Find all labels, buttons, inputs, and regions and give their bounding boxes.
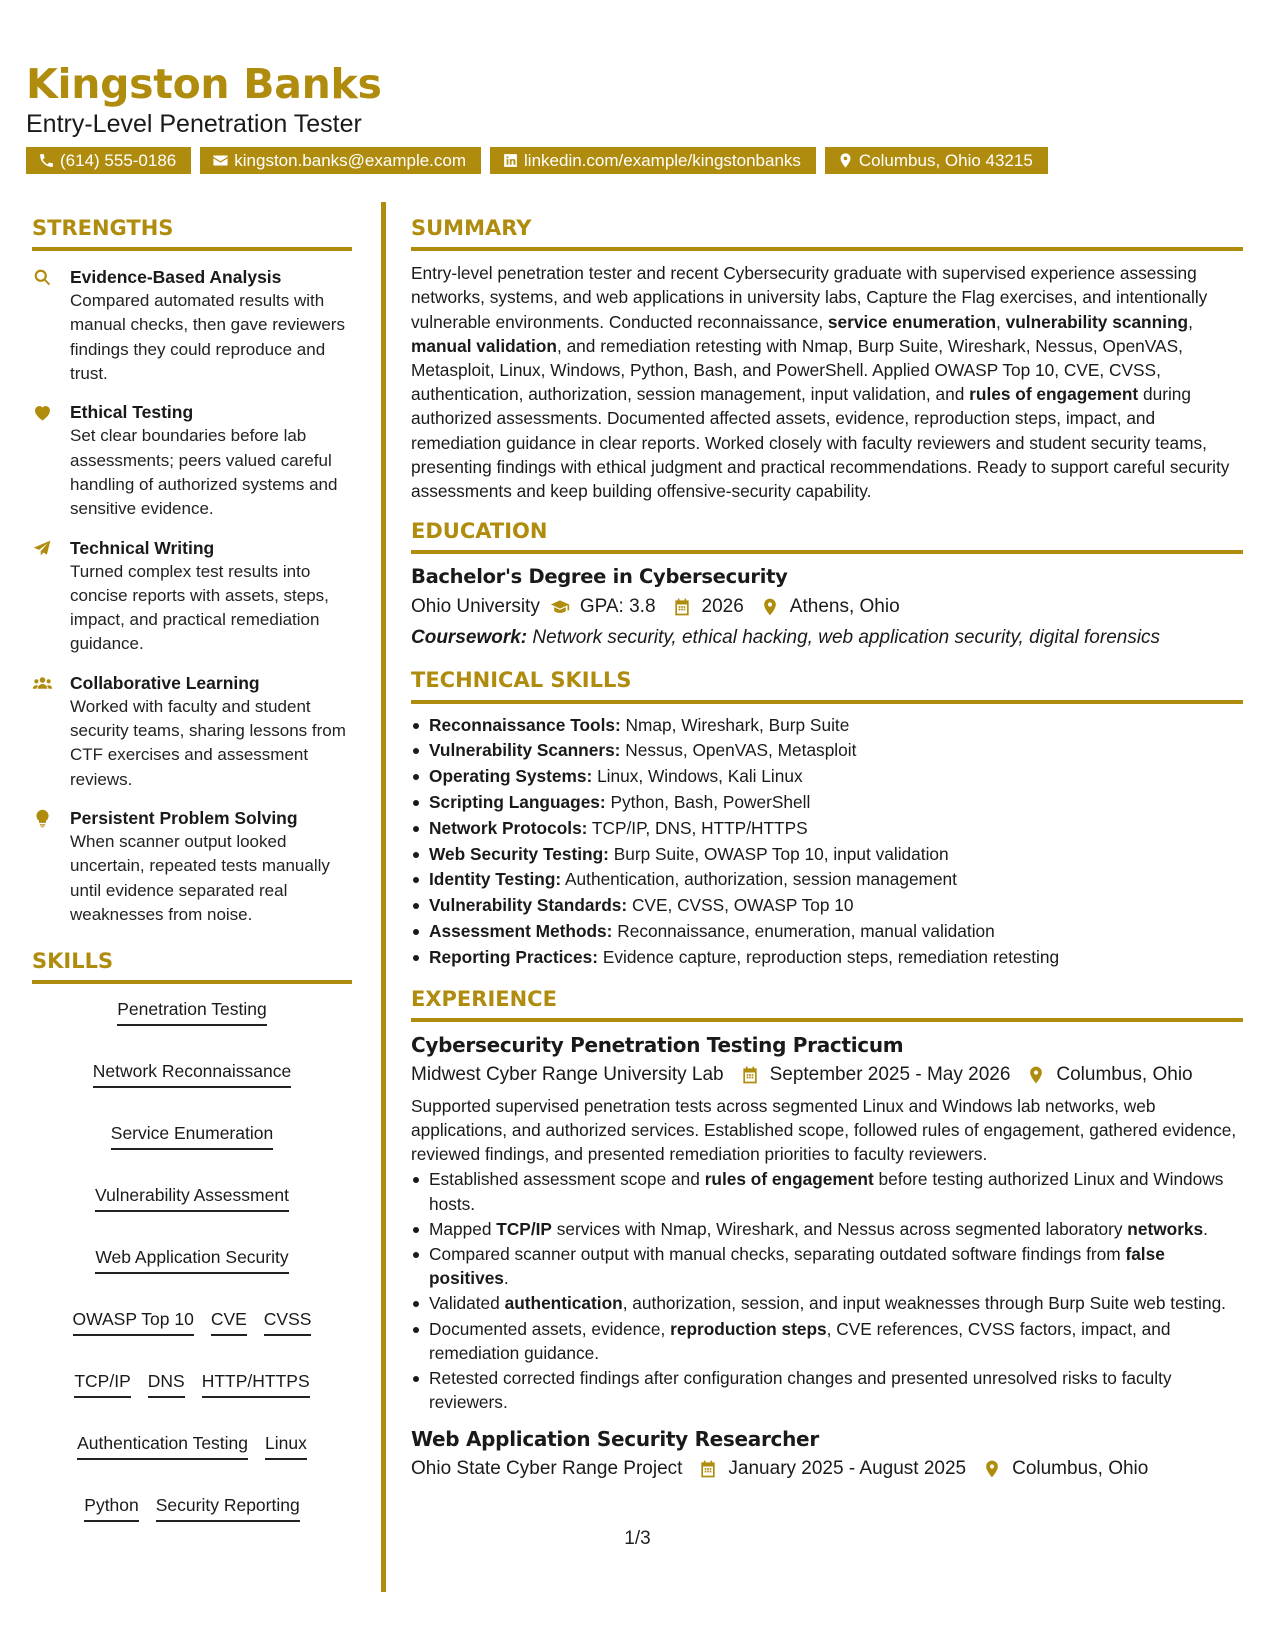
list-item: Vulnerability Scanners: Nessus, OpenVAS, Metasploit — [411, 738, 1243, 764]
strength-title: Evidence-Based Analysis — [70, 267, 282, 288]
skill-tag: CVSS — [264, 1308, 312, 1336]
strength-item — [32, 400, 352, 521]
education-heading: EDUCATION — [411, 519, 1243, 554]
job-meta — [411, 1455, 1243, 1483]
location-pin-icon — [982, 1459, 1002, 1479]
school-location: Athens, Ohio — [789, 596, 900, 618]
strength-title: Ethical Testing — [70, 402, 194, 423]
summary-text — [411, 261, 1243, 503]
education-section — [411, 519, 1243, 652]
paper-plane-icon — [32, 538, 53, 559]
summary-part: vulnerability scanning — [1005, 311, 1189, 332]
job-entry — [411, 1426, 1243, 1483]
list-item: Vulnerability Standards: CVE, CVSS, OWASP Top 10 — [411, 893, 1243, 919]
location-pin-icon — [837, 152, 854, 169]
skill-tag: TCP/IP — [74, 1370, 130, 1398]
job-org: Ohio State Cyber Range Project — [411, 1458, 683, 1480]
linkedin-icon — [502, 152, 519, 169]
skill-tag: Python — [84, 1494, 138, 1522]
list-item: Operating Systems: Linux, Windows, Kali Linux — [411, 764, 1243, 790]
list-item: Web Security Testing: Burp Suite, OWASP Top 10, input validation — [411, 842, 1243, 868]
lightbulb-icon — [32, 808, 53, 829]
job-meta — [411, 1061, 1243, 1089]
list-item: Reconnaissance Tools: Nmap, Wireshark, Burp Suite — [411, 713, 1243, 739]
strength-title: Technical Writing — [70, 537, 215, 558]
technical-skills-heading: TECHNICAL SKILLS — [411, 668, 1243, 703]
page-number: 1/3 — [624, 1528, 651, 1549]
summary-part: Entry-level penetration tester and recent Cybersecurity graduate with supervised experience assessing networks, systems, and web applications in university labs, Capture the Flag exercises, and intentionally vulnerable environments. Conducted reconnaissance, — [411, 263, 1208, 332]
job-description: Supported supervised penetration tests across segmented Linux and Windows lab networks, web applications, and authorized services. Established scope, followed rules of engagement, gathered evidence, reviewed findings, and presented remediation priorities to faculty reviewers. — [411, 1095, 1237, 1165]
summary-part: rules of engagement — [969, 384, 1139, 405]
left-column — [32, 216, 352, 1522]
strength-item — [32, 806, 352, 927]
calendar-icon — [672, 597, 692, 617]
job-role: Cybersecurity Penetration Testing Practicum — [411, 1032, 904, 1057]
contact-location — [825, 147, 1048, 174]
skills-section — [32, 949, 352, 1522]
skill-tag: DNS — [148, 1370, 185, 1398]
technical-skills-list — [411, 713, 1243, 971]
list-item: Reporting Practices: Evidence capture, reproduction steps, remediation retesting — [411, 945, 1243, 971]
summary-part: , and remediation retesting with Nmap, Burp Suite, Wireshark, Nessus, OpenVAS, Metasploit, Linux, Windows, Python, Bash, and PowerShell. Applied OWASP Top 10, CVE, CVSS, authentication, authorization, session management, input validation, and — [411, 335, 1183, 405]
strength-desc: When scanner output looked uncertain, repeated tests manually until evidence separated real weaknesses from noise. — [70, 831, 330, 924]
candidate-name: Kingston Banks — [26, 60, 382, 108]
skill-tag: Network Reconnaissance — [93, 1060, 291, 1088]
candidate-title: Entry-Level Penetration Tester — [26, 110, 362, 139]
envelope-icon — [212, 152, 229, 169]
coursework-list: Network security, ethical hacking, web application security, digital forensics — [527, 627, 1161, 649]
job-bullets — [411, 1167, 1243, 1414]
list-item: Established assessment scope and rules of engagement before testing authorized Linux and Windows hosts. — [411, 1167, 1243, 1215]
list-item: Scripting Languages: Python, Bash, PowerShell — [411, 790, 1243, 816]
skill-tag: Vulnerability Assessment — [95, 1184, 289, 1212]
skill-tag: Penetration Testing — [117, 998, 267, 1026]
strength-desc: Compared automated results with manual checks, then gave reviewers findings they could reproduce and trust. — [70, 291, 345, 384]
strength-title: Collaborative Learning — [70, 672, 260, 693]
gpa: GPA: 3.8 — [579, 596, 656, 618]
summary-section — [411, 216, 1243, 503]
skill-tag: OWASP Top 10 — [73, 1308, 194, 1336]
skills-heading: SKILLS — [32, 949, 352, 984]
skill-tag: Web Application Security — [95, 1246, 288, 1274]
contact-phone[interactable] — [26, 147, 191, 174]
contact-bar — [26, 147, 1246, 174]
job-entry — [411, 1032, 1243, 1415]
education-meta — [411, 593, 1243, 621]
magnifier-icon — [32, 267, 53, 288]
location-pin-icon — [1026, 1065, 1046, 1085]
summary-part: , — [996, 311, 1006, 332]
users-icon — [32, 673, 53, 694]
graduation-year: 2026 — [701, 596, 744, 618]
degree-title: Bachelor's Degree in Cybersecurity — [411, 565, 788, 589]
list-item: Mapped TCP/IP services with Nmap, Wireshark, and Nessus across segmented laboratory networks. — [411, 1217, 1243, 1241]
skill-tags — [32, 998, 352, 1522]
coursework-label: Coursework: — [411, 627, 528, 649]
technical-skills-section — [411, 668, 1243, 970]
skill-tag: Authentication Testing — [77, 1432, 248, 1460]
job-location: Columbus, Ohio — [1012, 1458, 1149, 1480]
experience-heading: EXPERIENCE — [411, 987, 1243, 1022]
job-dates: January 2025 - August 2025 — [728, 1458, 967, 1480]
contact-email-text: kingston.banks@example.com — [234, 151, 467, 171]
skill-tag: HTTP/HTTPS — [202, 1370, 310, 1398]
strength-desc: Turned complex test results into concise reports with assets, steps, impact, and practical remediation guidance. — [70, 561, 329, 654]
list-item: Documented assets, evidence, reproduction steps, CVE references, CVSS factors, impact, and remediation guidance. — [411, 1317, 1243, 1365]
contact-email[interactable] — [200, 147, 481, 174]
skill-tag: Linux — [265, 1432, 307, 1460]
graduation-cap-icon — [550, 597, 570, 617]
summary-part: service enumeration — [827, 311, 997, 332]
location-pin-icon — [760, 597, 780, 617]
job-role: Web Application Security Researcher — [411, 1427, 819, 1452]
list-item: Retested corrected findings after configuration changes and presented unresolved risks to faculty reviewers. — [411, 1366, 1243, 1414]
skill-tag: CVE — [211, 1308, 247, 1336]
list-item: Validated authentication, authorization, session, and input weaknesses through Burp Suite web testing. — [411, 1291, 1243, 1315]
school-name: Ohio University — [411, 596, 540, 618]
job-location: Columbus, Ohio — [1056, 1063, 1193, 1085]
right-column — [411, 216, 1243, 1483]
contact-phone-text: (614) 555-0186 — [60, 151, 177, 171]
coursework — [411, 624, 1243, 652]
skill-tag: Security Reporting — [156, 1494, 300, 1522]
strengths-section — [32, 216, 352, 927]
summary-part: , — [1188, 311, 1193, 332]
list-item: Network Protocols: TCP/IP, DNS, HTTP/HTTPS — [411, 816, 1243, 842]
strength-item — [32, 265, 352, 386]
strength-desc: Set clear boundaries before lab assessments; peers valued careful handling of authorized systems and sensitive evidence. — [70, 426, 338, 519]
heart-icon — [32, 402, 53, 423]
list-item: Compared scanner output with manual checks, separating outdated software findings from false positives. — [411, 1242, 1243, 1290]
contact-linkedin[interactable] — [490, 147, 816, 174]
job-dates: September 2025 - May 2026 — [769, 1063, 1011, 1085]
calendar-icon — [698, 1459, 718, 1479]
summary-heading: SUMMARY — [411, 216, 1243, 251]
strengths-heading: STRENGTHS — [32, 216, 352, 251]
contact-location-text: Columbus, Ohio 43215 — [858, 151, 1033, 171]
strength-desc: Worked with faculty and student security teams, sharing lessons from CTF exercises and assessment reviews. — [70, 696, 346, 789]
skill-tag: Service Enumeration — [111, 1122, 273, 1150]
strength-item — [32, 671, 352, 792]
phone-icon — [38, 152, 55, 169]
calendar-icon — [740, 1065, 760, 1085]
resume-header — [26, 62, 1246, 174]
contact-linkedin-text: linkedin.com/example/kingstonbanks — [524, 151, 801, 171]
job-org: Midwest Cyber Range University Lab — [411, 1063, 724, 1085]
list-item: Identity Testing: Authentication, authorization, session management — [411, 867, 1243, 893]
summary-part: manual validation — [411, 335, 557, 356]
list-item: Assessment Methods: Reconnaissance, enumeration, manual validation — [411, 919, 1243, 945]
strength-item — [32, 536, 352, 657]
experience-section — [411, 987, 1243, 1484]
column-divider — [381, 202, 386, 1592]
summary-part: during authorized assessments. Documented affected assets, evidence, reproduction steps, impact, and remediation guidance in clear reports. Worked closely with faculty reviewers and student security teams, presenting findings with ethical judgment and practical recommendations. Ready to support careful security assessments and keep building offensive-security capability. — [411, 384, 1230, 502]
strength-title: Persistent Problem Solving — [70, 807, 298, 828]
